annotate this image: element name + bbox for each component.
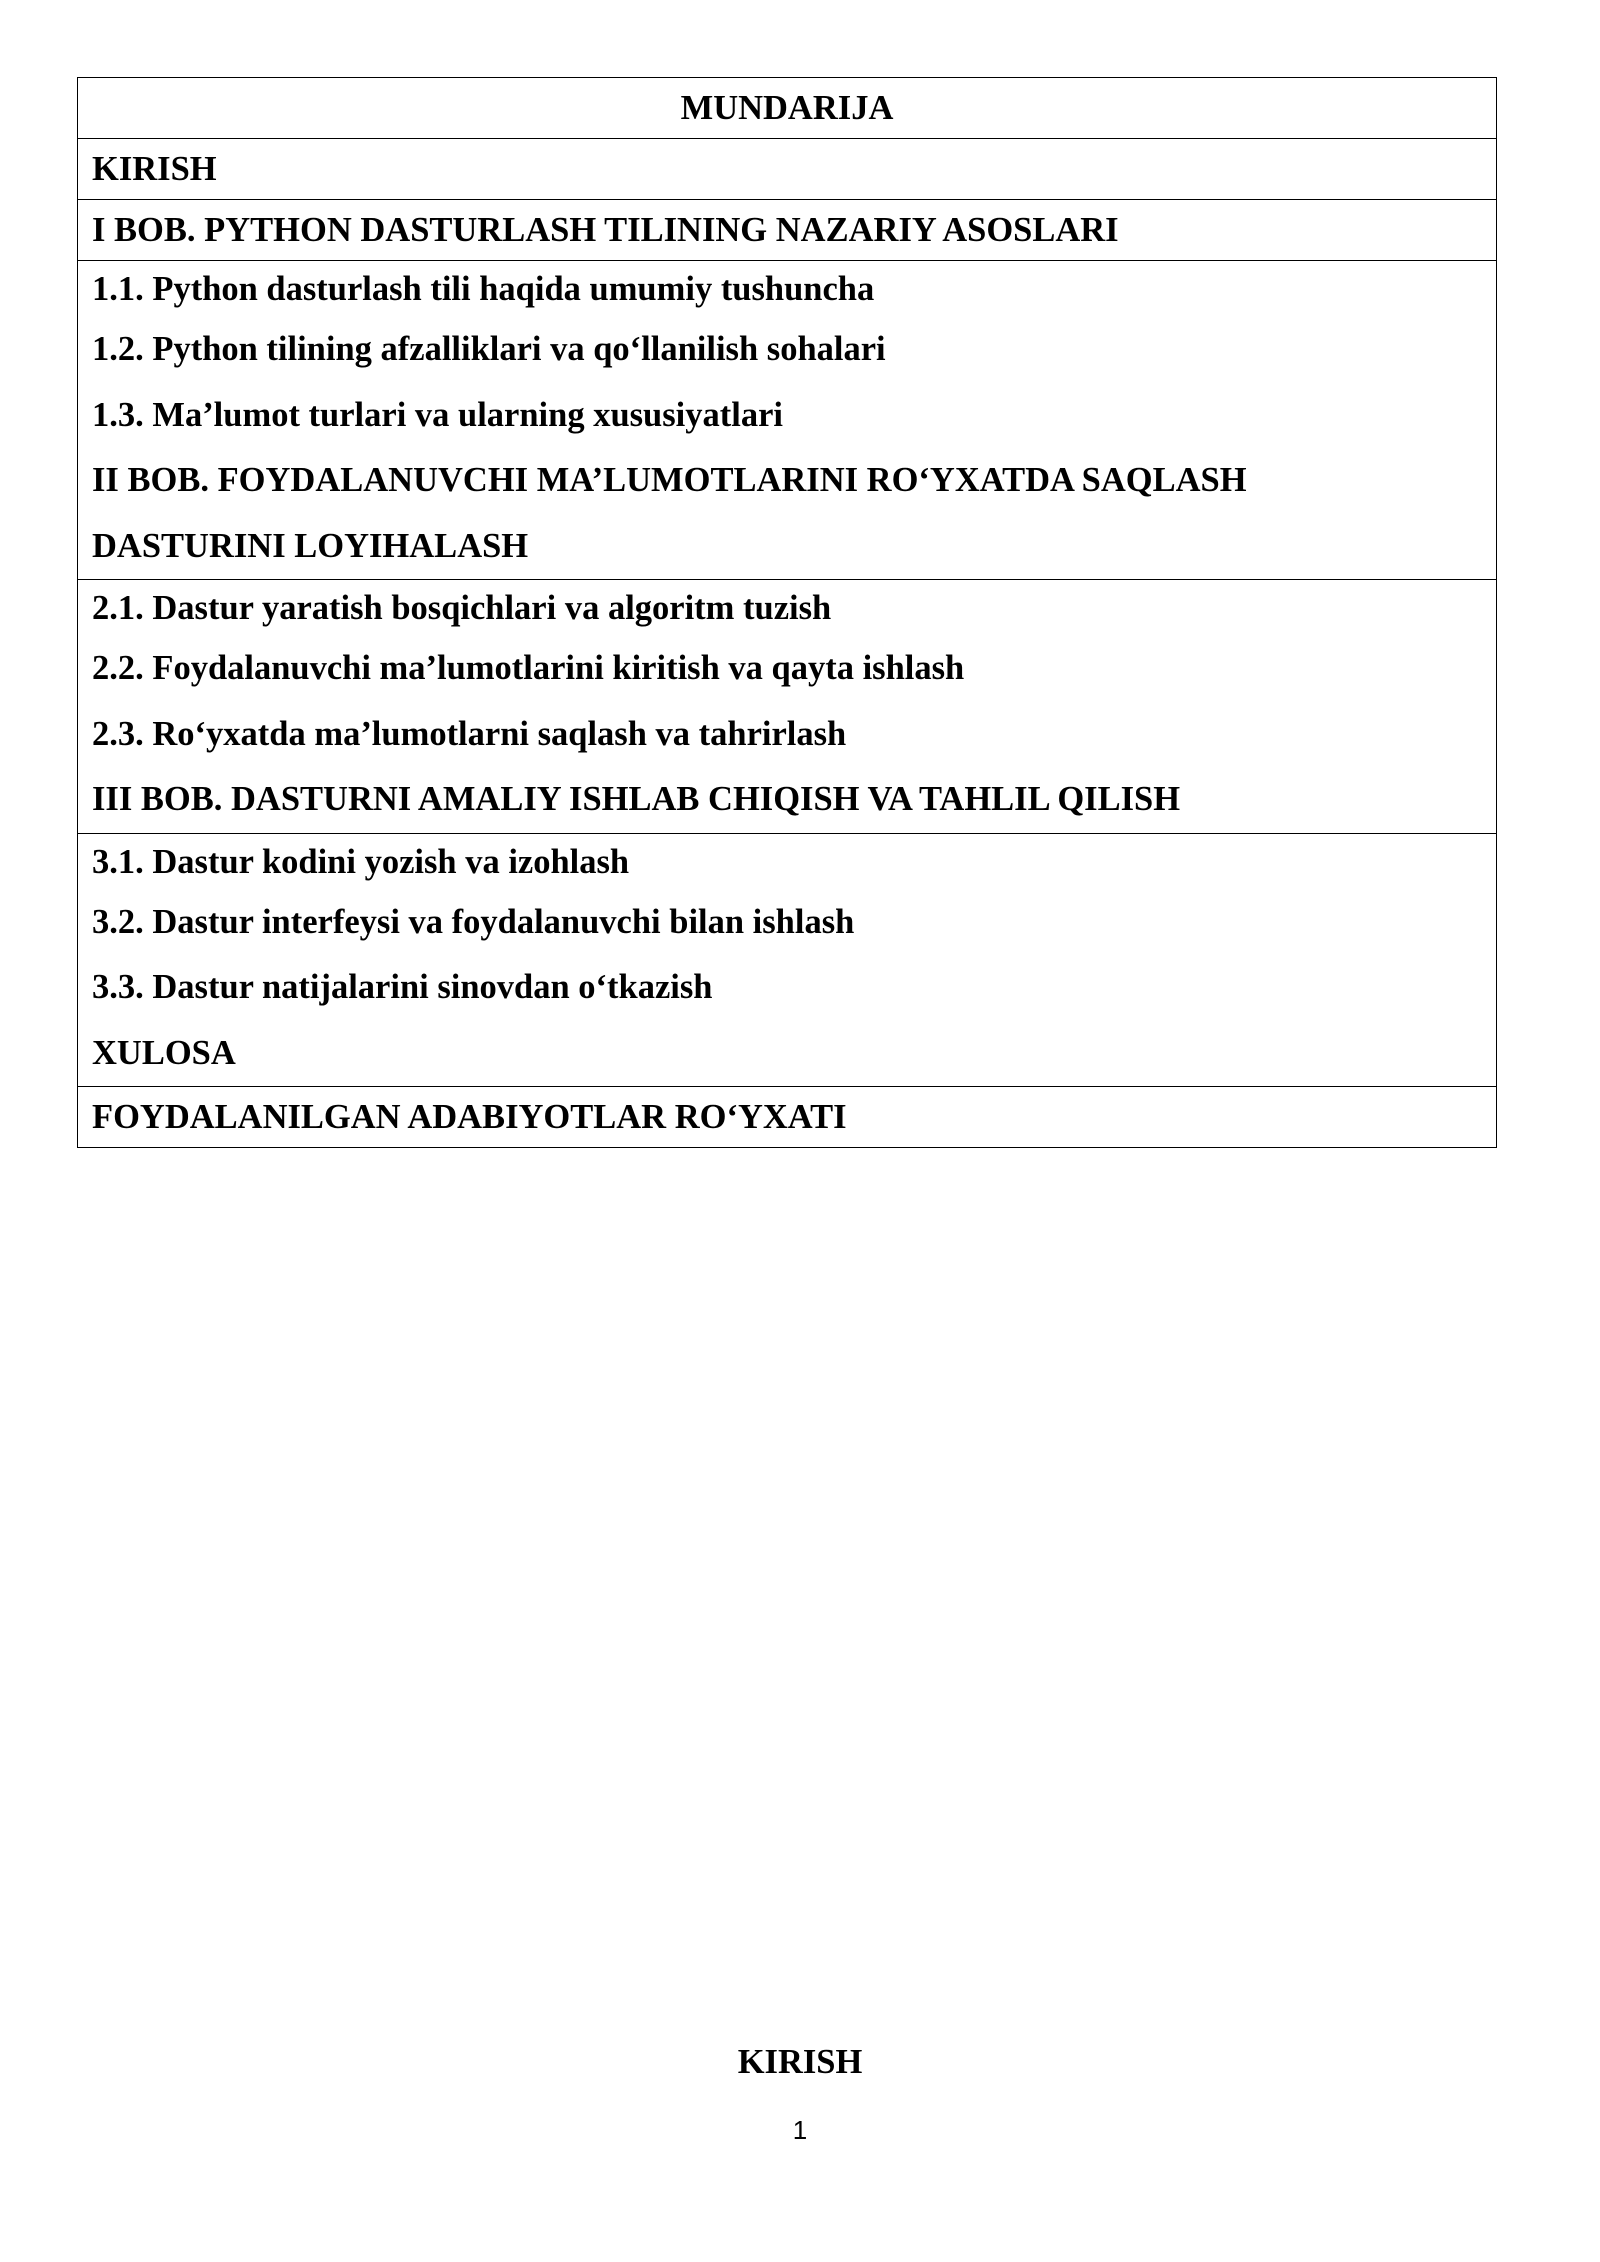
toc-chapter1-row	[78, 199, 1496, 260]
toc-entry: 1.2. Python tilining afzalliklari va qo‘llanilish sohalari	[92, 330, 886, 368]
toc-chapter1-items-row	[78, 260, 1496, 579]
toc-title: MUNDARIJA	[680, 89, 894, 127]
toc-entry: 1.1. Python dasturlash tili haqida umumiy tushuncha	[92, 270, 875, 308]
toc-chapter3-items-row	[78, 833, 1496, 1087]
section-heading: KIRISH	[737, 2043, 863, 2081]
toc-entry: 1.3. Ma’lumot turlari va ularning xususiyatlari	[92, 395, 783, 434]
toc-intro-row	[78, 138, 1496, 199]
toc-entry: 2.2. Foydalanuvchi ma’lumotlarini kiritish va qayta ishlash	[92, 649, 965, 687]
toc-chapter2-items-row	[78, 579, 1496, 833]
toc-entry: 3.2. Dastur interfeysi va foydalanuvchi bilan ishlash	[92, 902, 855, 941]
page-number: 1	[792, 2115, 808, 2145]
toc-entry-chapter1: I BOB. PYTHON DASTURLASH TILINING NAZARIY ASOSLARI	[92, 211, 1119, 249]
toc-references-row	[78, 1086, 1496, 1147]
toc-entry: 2.3. Ro‘yxatda ma’lumotlarni saqlash va tahrirlash	[92, 714, 847, 753]
toc-entry: 3.3. Dastur natijalarini sinovdan o‘tkazish	[92, 968, 713, 1006]
toc-entry: 2.1. Dastur yaratish bosqichlari va algoritm tuzish	[92, 589, 832, 627]
toc-entry-intro: KIRISH	[92, 150, 217, 188]
toc-entry: 3.1. Dastur kodini yozish va izohlash	[92, 842, 630, 881]
toc-entry-chapter2-cont: DASTURINI LOYIHALASH	[92, 526, 529, 565]
toc-entry-chapter3: III BOB. DASTURNI AMALIY ISHLAB CHIQISH VA TAHLIL QILISH	[92, 780, 1181, 818]
toc-entry-references: FOYDALANILGAN ADABIYOTLAR RO‘YXATI	[92, 1098, 847, 1136]
toc-title-row	[78, 78, 1496, 138]
toc-entry-conclusion: XULOSA	[92, 1033, 236, 1072]
table-of-contents	[77, 77, 1497, 1148]
toc-entry-chapter2: II BOB. FOYDALANUVCHI MA’LUMOTLARINI RO‘YXATDA SAQLASH	[92, 461, 1247, 499]
